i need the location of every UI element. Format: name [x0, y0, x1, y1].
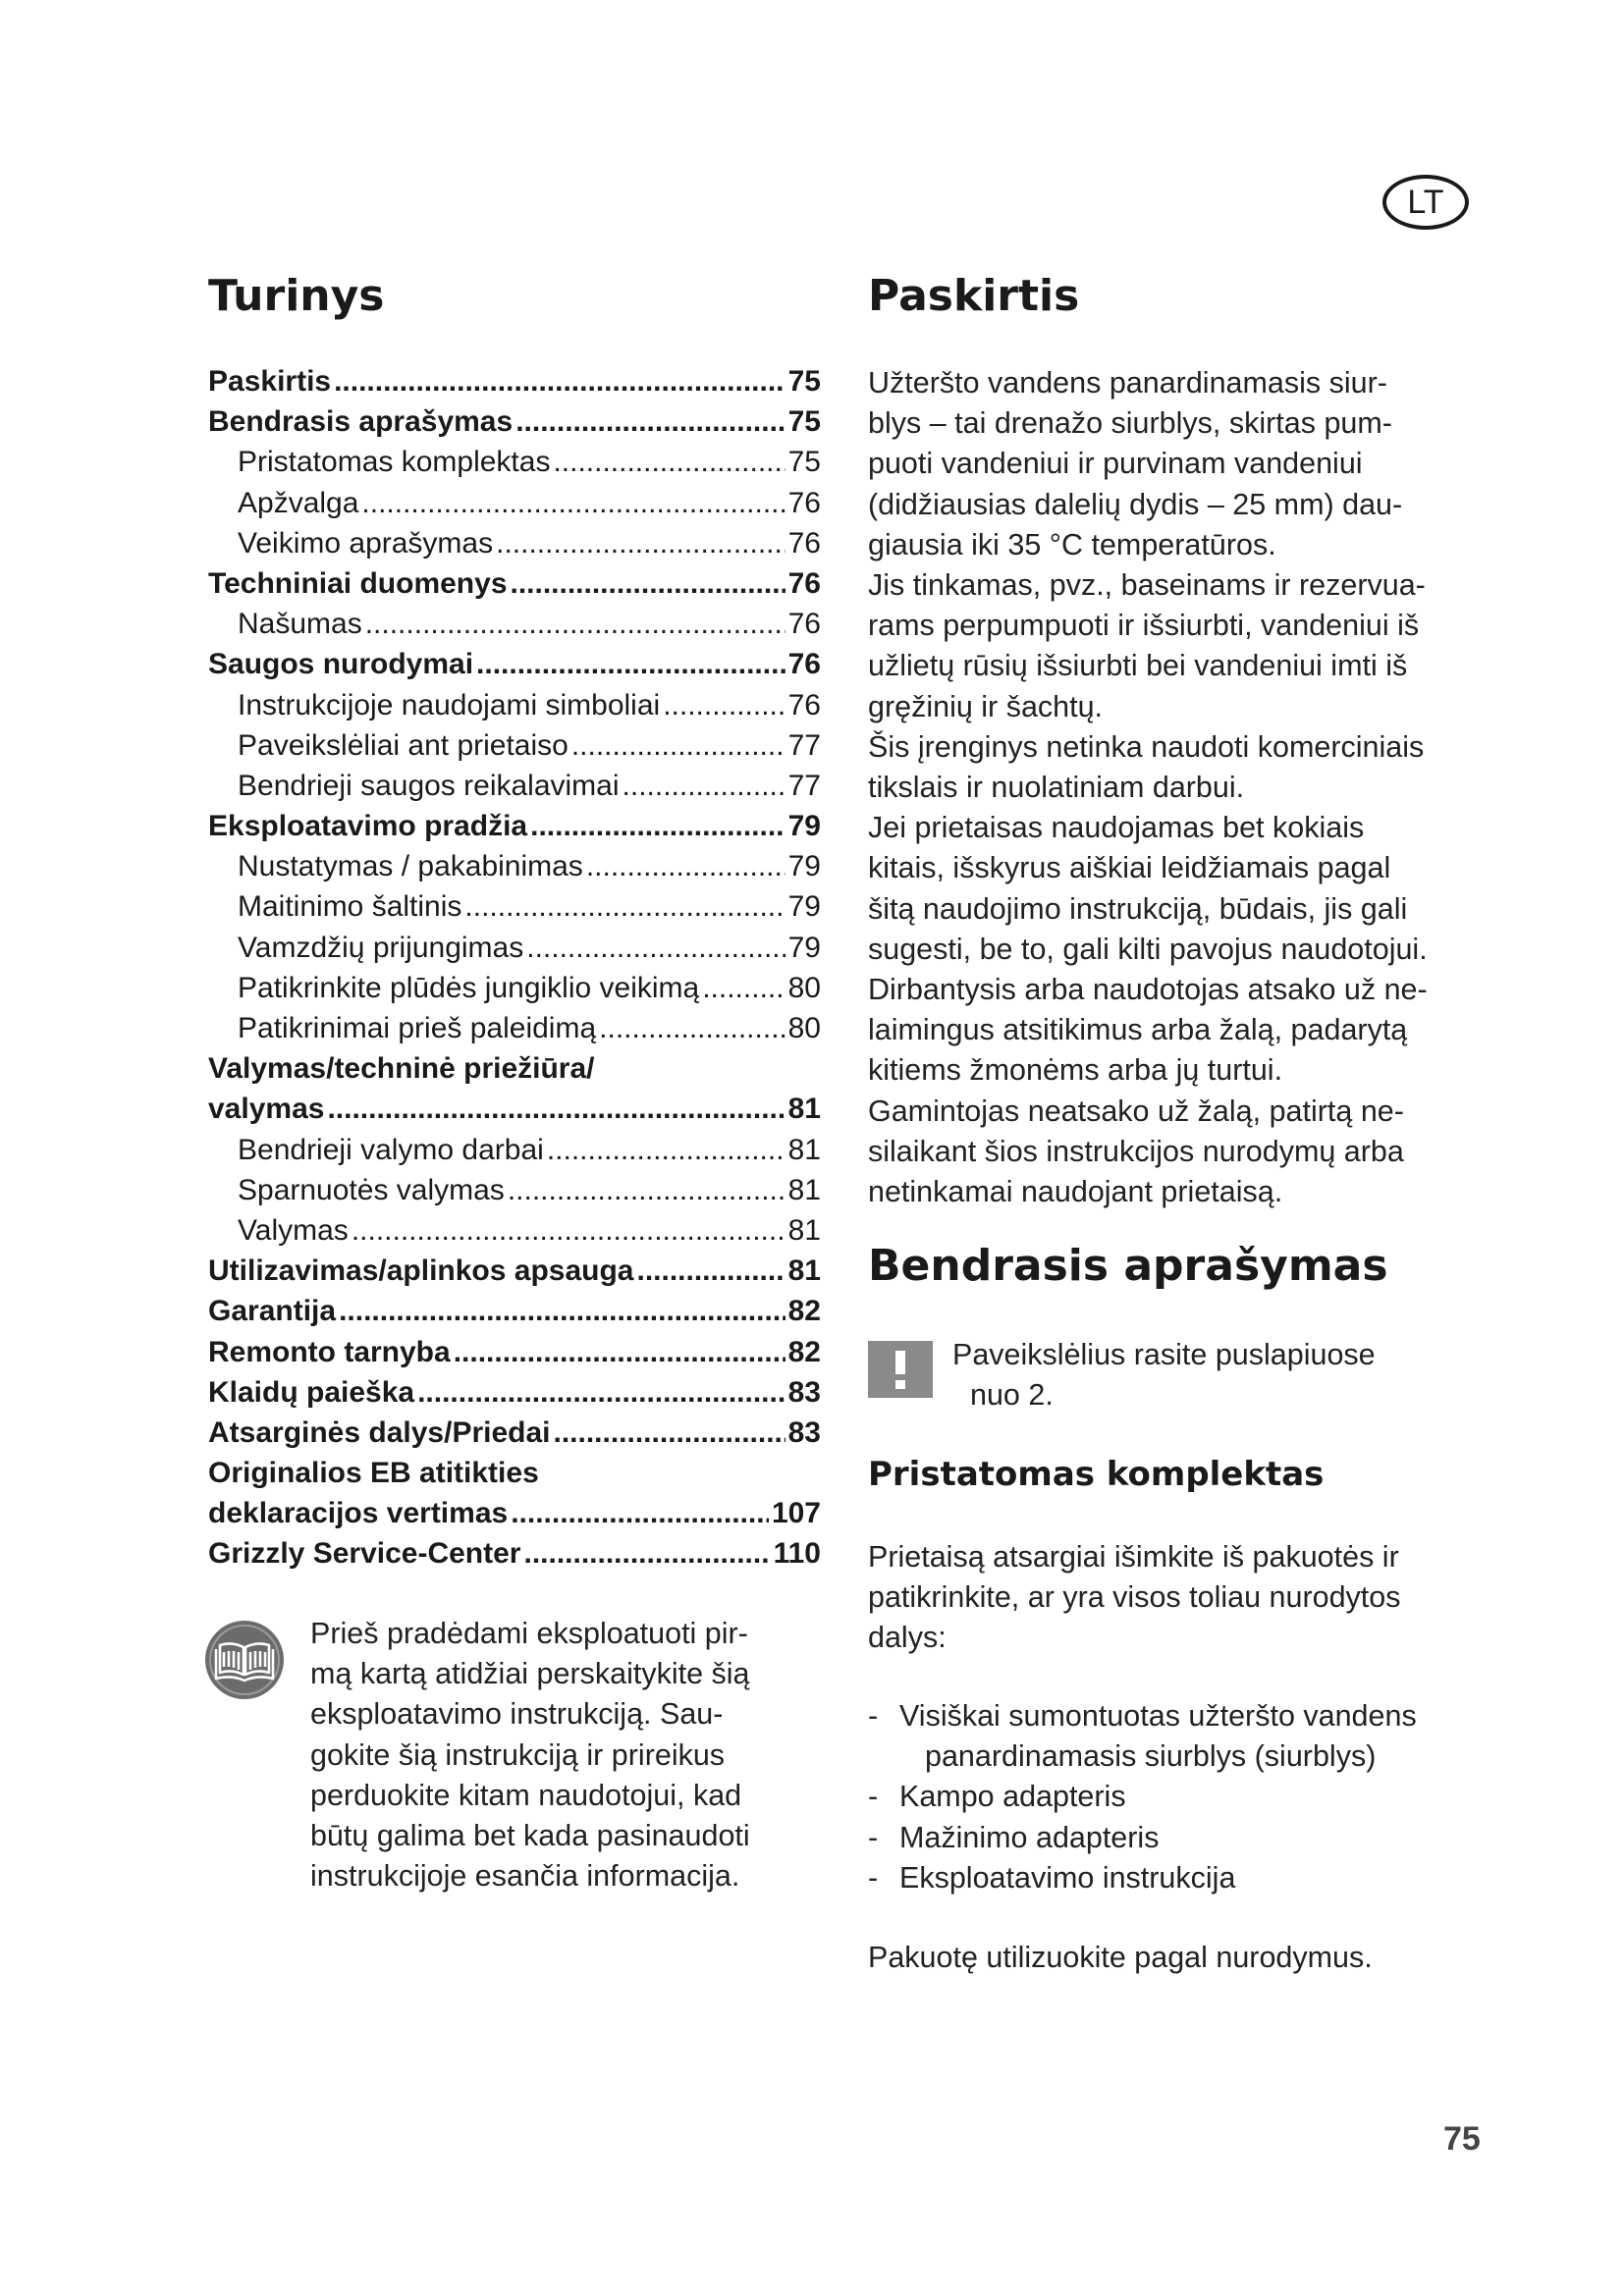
- toc-entry: [208, 361, 821, 401]
- packaging-note: Pakuotę utilizuokite pagal nurodymus.: [868, 1941, 1373, 1974]
- toc-entry-page: 75: [787, 446, 821, 479]
- read-note-line: perduokite kitam naudotojui, kad: [310, 1778, 742, 1812]
- list-item-text: Kampo adapteris: [899, 1780, 1126, 1814]
- toc-leader-dots: [515, 401, 785, 442]
- toc-entry: [208, 806, 821, 846]
- toc-entry-label: Apžvalga: [238, 486, 359, 519]
- paragraph-line: Jis tinkamas, pvz., baseinams ir rezervua-: [868, 568, 1426, 603]
- toc-entry-label: Klaidų paieška: [208, 1375, 415, 1409]
- toc-entry-label: deklaracijos vertimas: [208, 1497, 509, 1530]
- toc-entry-page: 75: [787, 405, 821, 439]
- toc-entry-label: Saugos nurodymai: [208, 648, 474, 681]
- toc-entry-page: 83: [787, 1415, 821, 1449]
- toc-entry: [208, 846, 821, 886]
- toc-entry-label: Atsarginės dalys/Priedai: [208, 1415, 551, 1449]
- toc-entry-page: 83: [787, 1375, 821, 1409]
- intro-line: patikrinkite, ar yra visos toliau nurodytos: [868, 1580, 1401, 1615]
- toc-leader-dots: [417, 1372, 785, 1413]
- toc-leader-dots: [553, 442, 785, 482]
- paragraph-line: blys – tai drenažo siurblys, skirtas pum-: [868, 406, 1392, 441]
- toc-entry-label: valymas: [208, 1093, 325, 1126]
- toc-leader-dots: [523, 1533, 770, 1574]
- list-dash: -: [868, 1860, 879, 1895]
- toc-entry-page: 81: [787, 1255, 821, 1288]
- toc-leader-dots: [702, 968, 785, 1008]
- list-dash: -: [868, 1820, 879, 1854]
- paragraph-line: Šis įrenginys netinka naudoti komerciniais: [868, 729, 1425, 764]
- toc-leader-dots: [464, 886, 785, 927]
- toc-entry-page: 76: [787, 648, 821, 681]
- toc-entry: [208, 886, 821, 927]
- language-badge: LT: [1382, 175, 1469, 230]
- toc-entry-label: Bendrasis aprašymas: [208, 405, 514, 439]
- paragraph-line: giausia iki 35 °C temperatūros.: [868, 527, 1276, 561]
- toc-entry-label: Vamzdžių prijungimas: [238, 931, 524, 964]
- paskirtis-text: [868, 363, 1428, 1212]
- paragraph-line: sugesti, be to, gali kilti pavojus naudotojui.: [868, 932, 1428, 966]
- toc-entry-label: Remonto tarnyba: [208, 1335, 451, 1368]
- toc-leader-dots: [554, 1413, 785, 1453]
- toc-leader-dots: [599, 1008, 785, 1048]
- warning-icon: [868, 1341, 933, 1398]
- paragraph-line: šitą naudojimo instrukciją, būdais, jis gali: [868, 891, 1408, 926]
- komplektas-intro: [868, 1537, 1400, 1659]
- toc-entry-page: 80: [787, 1012, 821, 1044]
- toc-entry: [208, 1413, 821, 1453]
- toc-leader-dots: [571, 725, 785, 766]
- table-of-contents: [208, 361, 821, 1575]
- paragraph-line: tikslais ir nuolatiniam darbui.: [868, 771, 1245, 805]
- toc-entry-label: Paveikslėliai ant prietaiso: [238, 728, 568, 762]
- komplektas-title: Pristatomas komplektas: [868, 1455, 1325, 1494]
- toc-entry: [208, 1170, 821, 1210]
- toc-entry-page: 76: [787, 608, 821, 641]
- toc-entry: [208, 1210, 821, 1251]
- toc-entry-page: 81: [787, 1213, 821, 1247]
- list-item-text: Mažinimo adapteris: [899, 1820, 1160, 1854]
- toc-entry: [208, 725, 821, 766]
- toc-leader-dots: [352, 1210, 785, 1251]
- paragraph-line: laimingus atsitikimus arba žalą, padarytą: [868, 1013, 1408, 1047]
- read-note-line: Prieš pradėdami eksploatuoti pir-: [310, 1617, 748, 1650]
- toc-entry: [208, 483, 821, 523]
- toc-entry-label: Bendrieji valymo darbai: [238, 1133, 544, 1166]
- read-note-line: mą kartą atidžiai perskaitykite šią: [310, 1657, 750, 1691]
- toc-entry-label: Grizzly Service-Center: [208, 1537, 521, 1571]
- paskirtis-title: Paskirtis: [868, 271, 1080, 321]
- paragraph-line: gręžinių ir šachtų.: [868, 689, 1104, 723]
- toc-leader-dots: [508, 1170, 785, 1210]
- toc-entry-page: 82: [787, 1335, 821, 1368]
- paragraph-line: Jei prietaisas naudojamas bet kokiais: [868, 811, 1365, 845]
- toc-leader-dots: [454, 1332, 785, 1372]
- toc-leader-dots: [339, 1291, 785, 1331]
- toc-entry: [208, 968, 821, 1008]
- toc-entry: [208, 928, 821, 968]
- toc-entry: [208, 1372, 821, 1413]
- toc-entry-label: Valymas: [238, 1213, 349, 1247]
- toc-entry-page: 79: [787, 890, 821, 924]
- toc-leader-dots: [663, 685, 785, 725]
- intro-line: Prietaisą atsargiai išimkite iš pakuotės ir: [868, 1540, 1399, 1574]
- list-item: [868, 1696, 1417, 1777]
- toc-leader-dots: [637, 1251, 785, 1291]
- toc-entry-label: Paskirtis: [208, 365, 332, 398]
- toc-entry-page: 81: [787, 1093, 821, 1126]
- paragraph-line: kitais, išskyrus aiškiai leidžiamais pagal: [868, 851, 1391, 885]
- read-instructions-note: [310, 1614, 750, 1896]
- toc-leader-dots: [547, 1130, 785, 1170]
- toc-entry-page: 79: [787, 850, 821, 883]
- toc-entry: [208, 1332, 821, 1372]
- paragraph-line: (didžiausias dalelių dydis – 25 mm) dau-: [868, 487, 1403, 521]
- toc-entry: [208, 401, 821, 442]
- page-number: 75: [1443, 2120, 1481, 2158]
- toc-entry: [208, 1130, 821, 1170]
- toc-entry-page: 80: [787, 971, 821, 1004]
- toc-entry: [208, 563, 821, 604]
- toc-entry: [208, 1493, 821, 1533]
- toc-entry: [208, 1291, 821, 1331]
- toc-leader-dots: [361, 483, 785, 523]
- toc-leader-dots: [623, 766, 785, 806]
- read-note-line: būtų galima bet kada pasinaudoti: [310, 1819, 750, 1853]
- list-item: [868, 1777, 1417, 1817]
- read-note-line: eksploatavimo instrukciją. Sau-: [310, 1697, 724, 1732]
- toc-entry-label: Valymas/techninė priežiūra/: [208, 1052, 595, 1086]
- toc-leader-dots: [476, 644, 785, 684]
- toc-entry-page: 79: [787, 810, 821, 843]
- toc-entry-label: Eksploatavimo pradžia: [208, 810, 528, 843]
- paragraph-line: kitiems žmonėms arba jų turtui.: [868, 1053, 1283, 1088]
- toc-entry-label: Patikrinkite plūdės jungiklio veikimą: [238, 971, 700, 1004]
- list-dash: -: [868, 1699, 879, 1733]
- paragraph-line: rams perpumpuoti ir išsiurbti, vandeniui iš: [868, 609, 1420, 643]
- toc-entry: [208, 685, 821, 725]
- paragraph-line: silaikant šios instrukcijos nurodymų arba: [868, 1134, 1404, 1168]
- intro-line: dalys:: [868, 1621, 947, 1655]
- toc-leader-dots: [334, 361, 785, 401]
- toc-leader-dots: [327, 1089, 785, 1129]
- list-item: [868, 1818, 1417, 1858]
- toc-entry-page: 76: [787, 526, 821, 560]
- list-item: [868, 1858, 1417, 1898]
- paragraph-line: Užteršto vandens panardinamasis siur-: [868, 366, 1387, 400]
- list-item-text: panardinamasis siurblys (siurblys): [925, 1739, 1377, 1774]
- toc-entry-label: Instrukcijoje naudojami simboliai: [238, 688, 661, 721]
- figures-note: [952, 1335, 1376, 1415]
- toc-title: Turinys: [208, 271, 385, 321]
- toc-entry-label: Bendrieji saugos reikalavimai: [238, 769, 620, 802]
- paragraph-line: Gamintojas neatsako už žalą, patirtą ne-: [868, 1094, 1404, 1128]
- toc-entry-page: 77: [787, 769, 821, 802]
- toc-entry: [208, 766, 821, 806]
- toc-entry-label: Techniniai duomenys: [208, 566, 508, 600]
- toc-entry: [208, 1453, 821, 1493]
- toc-entry-label: Našumas: [238, 608, 362, 641]
- toc-leader-dots: [530, 806, 785, 846]
- toc-entry: [208, 1251, 821, 1291]
- toc-entry-page: 76: [787, 688, 821, 721]
- toc-entry-page: 79: [787, 931, 821, 964]
- list-item-text: Visiškai sumontuotas užteršto vandens: [899, 1699, 1417, 1733]
- toc-leader-dots: [586, 846, 785, 886]
- paragraph-line: Dirbantysis arba naudotojas atsako už ne-: [868, 973, 1428, 1007]
- delivery-contents-list: [868, 1696, 1417, 1898]
- toc-entry: [208, 1089, 821, 1129]
- read-note-line: instrukcijoje esančia informacija.: [310, 1859, 740, 1894]
- toc-leader-dots: [365, 604, 785, 644]
- toc-entry: [208, 442, 821, 482]
- paragraph-line: puoti vandeniui ir purvinam vandeniui: [868, 447, 1363, 481]
- toc-entry-page: 76: [787, 566, 821, 600]
- toc-entry-page: 75: [787, 365, 821, 398]
- figures-note-line: Paveikslėlius rasite puslapiuose: [952, 1338, 1376, 1371]
- toc-entry-page: 110: [773, 1537, 821, 1571]
- toc-entry-page: 81: [787, 1173, 821, 1206]
- toc-entry-label: Nustatymas / pakabinimas: [238, 850, 583, 883]
- toc-entry: [208, 1533, 821, 1574]
- list-item-text: Eksploatavimo instrukcija: [899, 1860, 1236, 1895]
- toc-entry-label: Maitinimo šaltinis: [238, 890, 462, 924]
- toc-entry: [208, 1048, 821, 1089]
- toc-leader-dots: [526, 928, 785, 968]
- toc-entry-label: Garantija: [208, 1295, 337, 1328]
- toc-leader-dots: [496, 523, 785, 563]
- paragraph-line: netinkamai naudojant prietaisą.: [868, 1175, 1283, 1209]
- toc-entry-label: Pristatomas komplektas: [238, 446, 551, 479]
- toc-entry: [208, 604, 821, 644]
- toc-entry-label: Sparnuotės valymas: [238, 1173, 505, 1206]
- toc-leader-dots: [511, 563, 785, 604]
- toc-entry-label: Patikrinimai prieš paleidimą: [238, 1012, 597, 1044]
- paragraph-line: užlietų rūsių išsiurbti bei vandeniui imti iš: [868, 649, 1408, 683]
- toc-entry: [208, 1008, 821, 1048]
- list-dash: -: [868, 1780, 879, 1814]
- book-icon: [204, 1620, 285, 1700]
- toc-entry: [208, 644, 821, 684]
- toc-entry-page: 81: [787, 1133, 821, 1166]
- toc-entry-page: 82: [787, 1295, 821, 1328]
- toc-leader-dots: [511, 1493, 769, 1533]
- toc-entry-label: Veikimo aprašymas: [238, 526, 494, 560]
- toc-entry-page: 107: [771, 1497, 821, 1530]
- read-note-line: gokite šią instrukciją ir prireikus: [310, 1737, 726, 1772]
- toc-entry-page: 77: [787, 728, 821, 762]
- toc-entry-page: 76: [787, 486, 821, 519]
- figures-note-line: nuo 2.: [970, 1378, 1054, 1413]
- toc-entry-label: Originalios EB atitikties: [208, 1457, 539, 1490]
- bendrasis-title: Bendrasis aprašymas: [868, 1241, 1388, 1291]
- toc-entry-label: Utilizavimas/aplinkos apsauga: [208, 1255, 634, 1288]
- toc-entry: [208, 523, 821, 563]
